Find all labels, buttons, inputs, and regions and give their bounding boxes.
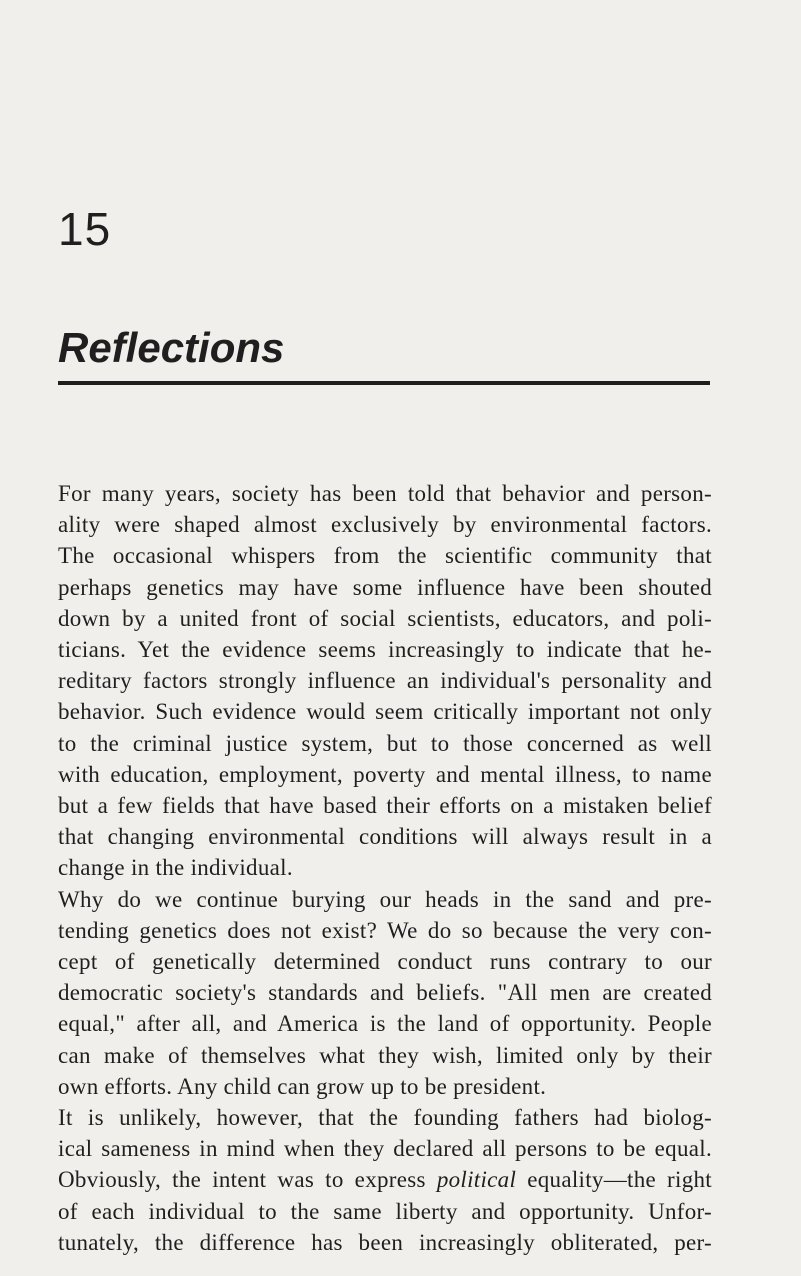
text-line: of each individual to the same liberty and opportunity. Unfor-: [58, 1198, 712, 1224]
text-line: [58, 1164, 712, 1195]
text-line: can make of themselves what they wish, limited only by their: [58, 1042, 712, 1068]
paragraph: [58, 1102, 712, 1258]
text-line: It is unlikely, however, that the founding fathers had biolog-: [58, 1105, 712, 1131]
text-line: reditary factors strongly influence an individual's personality and: [58, 668, 712, 694]
text-line: ality were shaped almost exclusively by environmental factors.: [58, 512, 712, 538]
paragraph: [58, 478, 712, 884]
text-line: For many years, society has been told that behavior and person-: [58, 481, 712, 506]
text-line: but a few fields that have based their efforts on a mistaken belief: [58, 793, 712, 819]
text-line: tunately, the difference has been increasingly obliterated, per-: [58, 1229, 712, 1255]
emphasis-text: political: [436, 1167, 517, 1193]
text-line: down by a united front of social scientists, educators, and poli-: [58, 605, 712, 631]
text-line: ticians. Yet the evidence seems increasingly to indicate that he-: [58, 637, 712, 663]
text-line: cept of genetically determined conduct runs contrary to our: [58, 949, 712, 975]
paragraph: [58, 884, 712, 1102]
text-line: Why do we continue burying our heads in the sand and pre-: [58, 886, 712, 912]
text-run: equality—the right: [516, 1167, 712, 1193]
body-text: [58, 478, 712, 1258]
chapter-title: Reflections: [58, 324, 285, 371]
text-run: Obviously, the intent was to express: [58, 1167, 437, 1193]
text-line: behavior. Such evidence would seem critically important not only: [58, 699, 712, 725]
text-line: that changing environmental conditions will always result in a: [58, 824, 712, 850]
text-line: perhaps genetics may have some influence have been shouted: [58, 574, 712, 600]
text-line: ical sameness in mind when they declared all persons to be equal.: [58, 1136, 712, 1162]
text-line: tending genetics does not exist? We do so because the very con-: [58, 917, 712, 943]
text-line: with education, employment, poverty and mental illness, to name: [58, 761, 712, 787]
text-line: equal," after all, and America is the land of opportunity. People: [58, 1011, 712, 1037]
chapter-number: 15: [58, 203, 112, 255]
text-line: change in the individual.: [58, 855, 293, 881]
text-line: The occasional whispers from the scientific community that: [58, 543, 712, 569]
text-line: democratic society's standards and beliefs. "All men are created: [58, 980, 712, 1006]
text-line: own efforts. Any child can grow up to be president.: [58, 1073, 547, 1099]
title-rule: [58, 381, 710, 385]
text-line: to the criminal justice system, but to those concerned as well: [58, 730, 712, 756]
